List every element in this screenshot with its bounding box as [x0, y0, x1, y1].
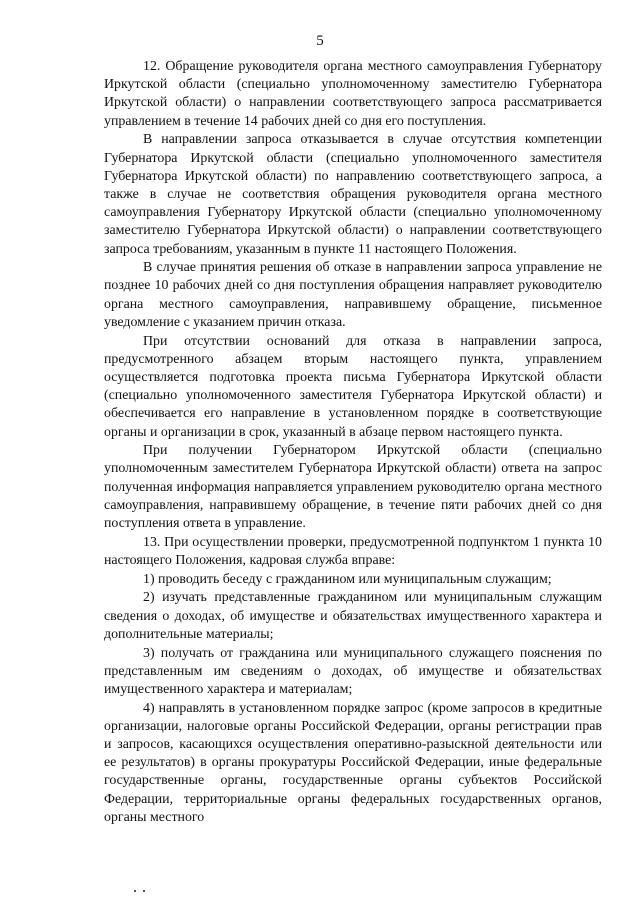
paragraph-refusal-notice: В случае принятия решения об отказе в направлении запроса управление не позднее 10 рабочих дней со дня поступления обращения направляет руководителю органа местного самоуправления, направившему обращение, письменное уведомление с указанием причин отказа. [104, 260, 602, 330]
scan-dot-marks [134, 889, 146, 893]
paragraph-letter-preparation: При отсутствии оснований для отказа в направлении запроса, предусмотренного абзацем вторым настоящего пункта, управлением осуществляется подготовка проекта письма Губернатора Иркутской области (специально уполномоченного заместителя Губернатора Иркутской области) и обеспечивается его направление в установленном порядке в соответствующие органы и организации в срок, указанный в абзаце первом настоящего пункта. [104, 333, 602, 440]
paragraph-item-12: 12. Обращение руководителя органа местного самоуправления Губернатору Иркутской области (специально уполномоченному заместителю Губернатора Иркутской области) о направлении соответствующего запроса рассматривается управлением в течение 14 рабочих дней со дня его поступления. [104, 59, 602, 129]
paragraph-refusal-grounds: В направлении запроса отказывается в случае отсутствия компетенции Губернатора Иркутской области (специально уполномоченного заместителя Губернатора Иркутской области) по направлению соответствующего запроса, а также в случае не соответствия обращения руководителя органа местного самоуправления Губернатору Иркутской области (специально уполномоченному заместителю Губернатора Иркутской области) о направлении соответствующего запроса требованиям, указанным в пункте 11 настоящего Положения. [104, 132, 602, 257]
document-body [104, 58, 602, 827]
paragraph-item-13: 13. При осуществлении проверки, предусмотренной подпунктом 1 пункта 10 настоящего Положения, кадровая служба вправе: [104, 534, 602, 568]
page-number: 5 [316, 33, 324, 49]
list-item-4: 4) направлять в установленном порядке запрос (кроме запросов в кредитные организации, налоговые органы Российской Федерации, органы регистрации прав и запросов, касающихся осуществления оперативно-разыскной деятельности или ее результатов) в органы прокуратуры Российской Федерации, иные федеральные государственные органы, государственные органы субъектов Российской Федерации, территориальные органы федеральных государственных органов, органы местного [104, 700, 602, 825]
list-item-2: 2) изучать представленные гражданином или муниципальным служащим сведения о доходах, об имуществе и обязательствах имущественного характера и дополнительные материалы; [104, 590, 602, 642]
list-item-1: 1) проводить беседу с гражданином или муниципальным служащим; [143, 571, 552, 587]
list-item-3: 3) получать от гражданина или муниципального служащего пояснения по представленным им сведениям о доходах, об имуществе и обязательствах имущественного характера и материалам; [104, 645, 602, 697]
paragraph-answer-forwarding: При получении Губернатором Иркутской области (специально уполномоченным заместителем Губернатора Иркутской области) ответа на запрос полученная информация направляется управлением руководителю органа местного самоуправления, направившему обращение, в течение пяти рабочих дней со дня поступления ответа в управление. [104, 443, 602, 532]
